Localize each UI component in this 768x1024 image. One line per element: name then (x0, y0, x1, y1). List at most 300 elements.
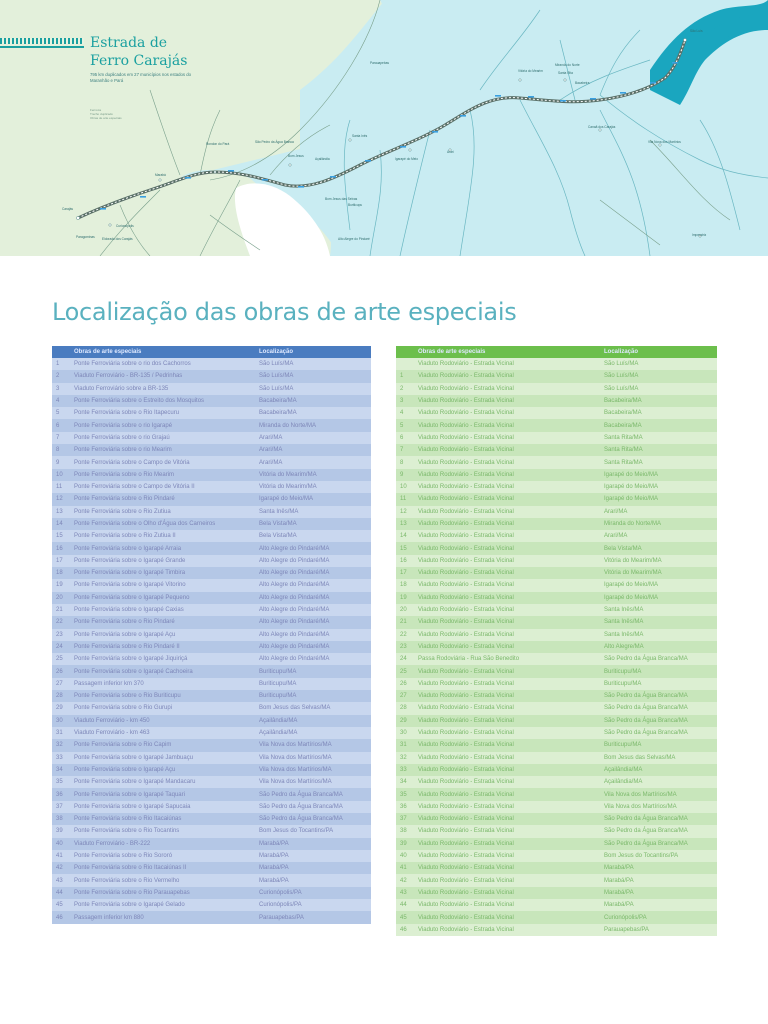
row-location: Açailândia/MA (259, 730, 298, 737)
row-number: 2 (56, 373, 60, 380)
header-description: Obras de arte especiais (74, 349, 142, 355)
row-location: Vila Nova dos Martírios/MA (259, 779, 332, 786)
row-number: 38 (400, 828, 407, 835)
row-location: São Pedro da Água Branca/MA (604, 656, 688, 663)
row-description: Ponte Ferroviária sobre o Igarapé Pequeno (74, 594, 190, 601)
row-description: Ponte Ferroviária sobre o Igarapé Cachoeira (74, 668, 193, 675)
row-number: 16 (56, 545, 63, 552)
row-location: Vila Nova dos Martírios/MA (259, 742, 332, 749)
table-row (396, 715, 717, 727)
row-number: 26 (400, 680, 407, 687)
row-location: Santa Inês/MA (259, 508, 299, 515)
row-location: Buriticupu/MA (604, 680, 642, 687)
row-number: 19 (56, 582, 63, 589)
row-number: 46 (400, 926, 407, 933)
map-subtitle: 795 km duplicados em 27 municípios nos estados do Maranhão e Pará (90, 72, 192, 83)
row-description: Viaduto Rodoviário - Estrada Vicinal (418, 422, 514, 429)
row-number: 28 (400, 705, 407, 712)
row-number: 8 (56, 447, 60, 454)
row-number: 16 (400, 557, 407, 564)
row-location: Miranda do Norte/MA (604, 521, 662, 527)
row-description: Ponte Ferroviária sobre o Rio Sororó (74, 853, 173, 860)
row-number: 32 (56, 742, 63, 749)
map-label: Miranda do Norte (555, 63, 580, 67)
row-number: 27 (56, 680, 63, 687)
row-description: Viaduto Rodoviário - Estrada Vicinal (418, 914, 514, 921)
table-row (396, 530, 717, 542)
row-description: Ponte Ferroviária sobre o Rio Gurupi (74, 705, 173, 712)
table-row (396, 739, 717, 751)
map-label: São Pedro da Água Branca (255, 140, 294, 144)
table-row (396, 690, 717, 702)
row-number: 46 (56, 914, 63, 921)
table-row (52, 456, 371, 468)
row-description: Viaduto Rodoviário - Estrada Vicinal (418, 398, 514, 405)
table-row (52, 911, 371, 923)
table-row (396, 444, 717, 456)
header-location: Localização (259, 349, 294, 355)
row-location: Alto Alegre do Pindaré/MA (259, 656, 330, 663)
row-number: 23 (400, 643, 407, 650)
row-description: Viaduto Rodoviário - Estrada Vicinal (418, 521, 514, 527)
row-number: 15 (56, 533, 63, 540)
table-row (52, 518, 371, 530)
table-row (52, 641, 371, 653)
table-row (396, 887, 717, 899)
table-row (52, 727, 371, 739)
row-location: São Pedro da Água Branca/MA (604, 816, 688, 823)
table-row (52, 432, 371, 444)
row-number: 33 (56, 754, 63, 761)
row-description: Viaduto Rodoviário - Estrada Vicinal (418, 619, 514, 626)
table-row (52, 395, 371, 407)
row-description: Viaduto Rodoviário - Estrada Vicinal (418, 471, 514, 478)
row-location: Bela Vista/MA (259, 533, 297, 540)
row-location: Açailândia/MA (259, 717, 298, 724)
row-location: Bela Vista/MA (604, 545, 642, 552)
row-number: 42 (56, 865, 63, 872)
row-location: Arari/MA (604, 508, 628, 515)
row-description: Ponte Ferroviária sobre o rio Mearim (74, 447, 172, 454)
row-number: 8 (400, 459, 404, 466)
row-description: Ponte Ferroviária sobre o Rio Pindaré (74, 496, 175, 503)
row-description: Ponte Ferroviária sobre o rio Grajaú (74, 434, 170, 441)
table-row (52, 874, 371, 886)
row-description: Viaduto Rodoviário - Estrada Vicinal (418, 877, 514, 884)
row-location: São Pedro da Água Branca/MA (259, 791, 343, 798)
row-number: 1 (400, 373, 404, 380)
row-description: Viaduto Rodoviário - Estrada Vicinal (418, 508, 514, 515)
row-location: Santa Rita/MA (604, 434, 643, 441)
row-number: 31 (56, 730, 63, 737)
row-location: São Pedro da Água Branca/MA (604, 693, 688, 700)
row-location: São Luís/MA (604, 361, 639, 368)
row-number: 18 (400, 582, 407, 589)
row-number: 45 (400, 914, 407, 921)
row-number: 37 (56, 803, 63, 810)
row-description: Viaduto Ferroviário - BR-135 / Pedrinhas (74, 373, 183, 380)
row-description: Viaduto Rodoviário - Estrada Vicinal (418, 926, 514, 933)
row-number: 26 (56, 668, 63, 675)
row-number: 37 (400, 816, 407, 823)
row-number: 36 (400, 803, 407, 810)
row-location: Bela Vista/MA (259, 521, 297, 527)
row-description: Ponte Ferroviária sobre o rio dos Cachorros (74, 361, 191, 368)
row-description: Viaduto Rodoviário - Estrada Vicinal (418, 361, 514, 368)
legend-item-duplicated: Trecho duplicado (90, 112, 113, 116)
row-description: Ponte Ferroviária sobre o Rio Mearim (74, 471, 175, 478)
row-location: Arari/MA (259, 434, 283, 441)
page-title: Localização das obras de arte especiais (52, 298, 517, 326)
row-description: Viaduto Rodoviário - Estrada Vicinal (418, 680, 514, 687)
table-row (396, 862, 717, 874)
table-row (396, 629, 717, 641)
row-description: Viaduto Rodoviário - Estrada Vicinal (418, 816, 514, 823)
row-location: Igarapé do Meio/MA (604, 594, 659, 601)
row-location: Arari/MA (604, 533, 628, 540)
table-row (396, 850, 717, 862)
row-description: Viaduto Rodoviário - Estrada Vicinal (418, 889, 514, 896)
row-description: Ponte Ferroviária sobre o Igarapé Caxias (74, 607, 184, 614)
row-description: Viaduto Rodoviário - Estrada Vicinal (418, 717, 514, 724)
row-location: Alto Alegre/MA (604, 643, 644, 650)
row-location: São Pedro da Água Branca/MA (259, 803, 343, 810)
table-row (52, 383, 371, 395)
row-location: Bacabeira/MA (604, 410, 642, 417)
table-row (396, 579, 717, 591)
row-location: São Luís/MA (259, 385, 294, 392)
row-description: Viaduto Rodoviário - Estrada Vicinal (418, 853, 514, 860)
row-location: Vila Nova dos Martírios/MA (604, 791, 677, 798)
map-label: Bacabeira (575, 81, 590, 85)
row-description: Viaduto Rodoviário - Estrada Vicinal (418, 643, 514, 650)
row-location: São Luís/MA (259, 361, 294, 368)
row-description: Viaduto Rodoviário - Estrada Vicinal (418, 742, 514, 749)
row-location: Buriticupu/MA (259, 680, 297, 687)
table-body (52, 358, 371, 924)
row-location: Bacabeira/MA (604, 398, 642, 405)
table-row (52, 788, 371, 800)
row-description: Ponte Ferroviária sobre o Rio Tocantins (74, 828, 180, 835)
row-number: 28 (56, 693, 63, 700)
row-number: 39 (400, 840, 407, 847)
row-location: Santa Inês/MA (604, 607, 644, 614)
table-row (52, 444, 371, 456)
row-number: 11 (56, 484, 63, 491)
table-row (52, 764, 371, 776)
table-row (52, 850, 371, 862)
table-row (52, 776, 371, 788)
row-description: Ponte Ferroviária sobre o Olho d'Água dos Carneiros (74, 521, 216, 527)
table-row (396, 665, 717, 677)
table-row (52, 407, 371, 419)
table-row (396, 592, 717, 604)
row-number: 35 (56, 779, 63, 786)
row-number: 12 (56, 496, 63, 503)
row-number: 38 (56, 816, 63, 823)
row-location: Vitória do Mearim/MA (604, 570, 662, 577)
row-number: 30 (400, 730, 407, 737)
row-number: 33 (400, 766, 407, 773)
row-location: Igarapé do Meio/MA (604, 471, 659, 478)
table-row (52, 370, 371, 382)
map-title (90, 34, 187, 70)
map-label: Curionópolis (116, 224, 134, 228)
row-description: Viaduto Ferroviário sobre a BR-135 (74, 385, 169, 392)
row-description: Viaduto Rodoviário - Estrada Vicinal (418, 496, 514, 503)
row-description: Viaduto Ferroviário - km 463 (74, 730, 150, 737)
map-label: Arari (447, 150, 454, 154)
table-row (396, 456, 717, 468)
row-location: Bom Jesus do Tocantins/PA (259, 828, 334, 835)
row-description: Ponte Ferroviária sobre o Campo de Vitória II (74, 484, 195, 491)
row-description: Viaduto Rodoviário - Estrada Vicinal (418, 803, 514, 810)
table-row (52, 813, 371, 825)
map-title-line2: Ferro Carajás (90, 53, 188, 69)
table-row (396, 518, 717, 530)
row-number: 39 (56, 828, 63, 835)
table-row (52, 739, 371, 751)
row-description: Ponte Ferroviária sobre o Rio Buriticupu (74, 693, 181, 700)
row-location: São Luís/MA (259, 373, 294, 380)
row-description: Ponte Ferroviária sobre o Igarapé Mandacaru (74, 779, 196, 786)
row-location: Buriticupu/MA (259, 668, 297, 675)
row-location: Santa Rita/MA (604, 447, 643, 454)
row-description: Ponte Ferroviária sobre o Rio Zutiua II (74, 533, 176, 540)
table-row (396, 567, 717, 579)
bridges-table (52, 346, 371, 924)
row-location: Bacabeira/MA (259, 398, 297, 405)
row-location: Alto Alegre do Pindaré/MA (259, 570, 330, 577)
legend-item-works: Obras de arte especiais (90, 116, 122, 120)
row-location: Marabá/PA (259, 877, 289, 884)
row-location: Santa Rita/MA (604, 459, 643, 466)
row-location: São Pedro da Água Branca/MA (604, 717, 688, 724)
row-location: Alto Alegre do Pindaré/MA (259, 557, 330, 564)
title-decoration (0, 38, 84, 44)
row-description: Ponte Ferroviária sobre o Igarapé Jambuaçu (74, 754, 194, 761)
row-description: Ponte Ferroviária sobre o Igarapé Grande (74, 557, 186, 564)
table-row (52, 419, 371, 431)
row-number: 31 (400, 742, 407, 749)
row-number: 40 (400, 853, 407, 860)
row-location: São Pedro da Água Branca/MA (604, 730, 688, 737)
table-row (396, 752, 717, 764)
row-number: 29 (400, 717, 407, 724)
map-label: Alto Alegre do Pindaré (338, 237, 370, 241)
table-row (396, 641, 717, 653)
row-description: Viaduto Rodoviário - Estrada Vicinal (418, 865, 514, 872)
row-number: 35 (400, 791, 407, 798)
map-label: Santa Rita (558, 71, 573, 75)
row-description: Viaduto Rodoviário - Estrada Vicinal (418, 373, 514, 380)
row-number: 9 (400, 471, 404, 478)
table-row (396, 838, 717, 850)
row-description: Ponte Ferroviária sobre o Igarapé Sapucaia (74, 803, 191, 810)
table-row (52, 665, 371, 677)
row-location: Marabá/PA (604, 865, 634, 872)
row-location: Alto Alegre do Pindaré/MA (259, 607, 330, 614)
table-row (396, 702, 717, 714)
row-location: Curionópolis/PA (259, 889, 302, 896)
row-location: Marabá/PA (604, 889, 634, 896)
row-number: 24 (400, 656, 407, 663)
row-location: Bacabeira/MA (259, 410, 297, 417)
row-description: Viaduto Rodoviário - Estrada Vicinal (418, 754, 514, 761)
row-description: Ponte Ferroviária sobre o Estreito dos Mosquitos (74, 398, 205, 405)
row-description: Viaduto Rodoviário - Estrada Vicinal (418, 668, 514, 675)
row-location: São Pedro da Água Branca/MA (604, 840, 688, 847)
row-description: Ponte Ferroviária sobre o Rio Zutiua (74, 508, 171, 515)
row-description: Viaduto Rodoviário - Estrada Vicinal (418, 582, 514, 589)
table-row (52, 899, 371, 911)
table-row (396, 395, 717, 407)
row-location: Alto Alegre do Pindaré/MA (259, 545, 330, 552)
row-description: Ponte Ferroviária sobre o Rio Pindaré (74, 619, 175, 626)
row-description: Viaduto Ferroviário - km 450 (74, 717, 150, 724)
row-description: Viaduto Rodoviário - Estrada Vicinal (418, 779, 514, 786)
row-number: 10 (56, 471, 63, 478)
row-location: Igarapé do Meio/MA (604, 582, 659, 589)
map-title-line1: Estrada de (90, 35, 168, 51)
table-row (52, 567, 371, 579)
row-location: Alto Alegre do Pindaré/MA (259, 631, 330, 638)
row-location: São Luís/MA (604, 373, 639, 380)
row-number: 43 (400, 889, 407, 896)
table-row (52, 579, 371, 591)
row-number: 10 (400, 484, 407, 491)
table-body (396, 358, 717, 936)
map-label: Parauapebas (370, 61, 389, 65)
table-header (396, 346, 717, 358)
row-location: Santa Inês/MA (604, 631, 644, 638)
row-description: Viaduto Rodoviário - Estrada Vicinal (418, 607, 514, 614)
row-number: 44 (400, 902, 407, 909)
row-number: 36 (56, 791, 63, 798)
row-description: Viaduto Rodoviário - Estrada Vicinal (418, 631, 514, 638)
row-description: Viaduto Rodoviário - Estrada Vicinal (418, 791, 514, 798)
row-description: Ponte Ferroviária sobre o Campo de Vitória (74, 459, 190, 466)
table-row (396, 801, 717, 813)
row-number: 14 (400, 533, 407, 540)
map-legend (90, 108, 150, 120)
row-number: 44 (56, 889, 63, 896)
map-label: Bom Jesus (288, 154, 304, 158)
row-description: Passa Rodoviária - Rua São Benedito (418, 656, 520, 663)
row-number: 32 (400, 754, 407, 761)
row-location: Vitória do Mearim/MA (259, 484, 317, 491)
table-row (396, 604, 717, 616)
table-row (396, 776, 717, 788)
row-description: Viaduto Rodoviário - Estrada Vicinal (418, 766, 514, 773)
map-label: Eldorado dos Carajás (102, 237, 133, 241)
row-location: Açailândia/MA (604, 779, 643, 786)
table-row (52, 801, 371, 813)
row-location: Marabá/PA (259, 853, 289, 860)
row-location: Curionópolis/PA (604, 914, 647, 921)
table-row (52, 592, 371, 604)
row-location: Parauapebas/PA (259, 914, 304, 921)
row-description: Viaduto Rodoviário - Estrada Vicinal (418, 693, 514, 700)
map-label: Canaã dos Carajás (588, 125, 616, 129)
map-label: Buriticupu (348, 203, 363, 207)
row-number: 29 (56, 705, 63, 712)
row-description: Ponte Ferroviária sobre o Rio Pindaré II (74, 643, 180, 650)
row-location: Buriticupu/MA (259, 693, 297, 700)
map-label: Santa Inês (352, 134, 368, 138)
row-number: 9 (56, 459, 60, 466)
row-number: 45 (56, 902, 63, 909)
row-description: Viaduto Rodoviário - Estrada Vicinal (418, 410, 514, 417)
row-location: Santa Inês/MA (604, 619, 644, 626)
row-location: Marabá/PA (604, 902, 634, 909)
row-number: 41 (56, 853, 63, 860)
table-row (52, 690, 371, 702)
table-row (52, 887, 371, 899)
table-row (52, 469, 371, 481)
row-description: Viaduto Ferroviário - BR-222 (74, 840, 151, 847)
table-row (396, 383, 717, 395)
row-description: Viaduto Rodoviário - Estrada Vicinal (418, 730, 514, 737)
row-number: 7 (400, 447, 404, 454)
table-row (52, 653, 371, 665)
row-location: Arari/MA (259, 459, 283, 466)
row-number: 18 (56, 570, 63, 577)
row-description: Viaduto Rodoviário - Estrada Vicinal (418, 533, 514, 540)
row-number: 27 (400, 693, 407, 700)
row-number: 34 (400, 779, 407, 786)
row-number: 25 (400, 668, 407, 675)
row-location: São Pedro da Água Branca/MA (259, 816, 343, 823)
row-location: Alto Alegre do Pindaré/MA (259, 643, 330, 650)
row-location: Buriticupu/MA (604, 668, 642, 675)
table-row (396, 493, 717, 505)
table-row (396, 788, 717, 800)
row-number: 2 (400, 385, 404, 392)
row-number: 24 (56, 643, 63, 650)
map-label: Marabá (155, 173, 166, 177)
table-row (396, 506, 717, 518)
row-number: 25 (56, 656, 63, 663)
table-row (52, 616, 371, 628)
row-description: Ponte Ferroviária sobre o Igarapé Arraia (74, 545, 182, 552)
row-location: Alto Alegre do Pindaré/MA (259, 594, 330, 601)
table-row (396, 911, 717, 923)
row-number: 19 (400, 594, 407, 601)
row-description: Viaduto Rodoviário - Estrada Vicinal (418, 459, 514, 466)
row-number: 42 (400, 877, 407, 884)
row-description: Ponte Ferroviária sobre o Rio Itacaiúnas II (74, 865, 187, 872)
table-row (52, 629, 371, 641)
row-description: Ponte Ferroviária sobre o Rio Itacaiúnas (74, 816, 182, 823)
row-location: Bom Jesus do Tocantins/PA (604, 853, 679, 860)
row-location: Bacabeira/MA (604, 422, 642, 429)
row-number: 4 (56, 398, 60, 405)
row-location: São Pedro da Água Branca/MA (604, 828, 688, 835)
map-label: Vila Nova dos Martírios (648, 140, 681, 144)
row-description: Viaduto Rodoviário - Estrada Vicinal (418, 447, 514, 454)
row-description: Viaduto Rodoviário - Estrada Vicinal (418, 484, 514, 491)
title-underline (0, 46, 84, 48)
row-description: Ponte Ferroviária sobre o Rio Vermelho (74, 877, 180, 884)
row-location: Vitória do Mearim/MA (604, 557, 662, 564)
table-row (52, 530, 371, 542)
row-location: Curionópolis/PA (259, 902, 302, 909)
table-row (396, 542, 717, 554)
map-label: Imperatriz (692, 233, 707, 237)
table-row (52, 506, 371, 518)
table-row (52, 825, 371, 837)
